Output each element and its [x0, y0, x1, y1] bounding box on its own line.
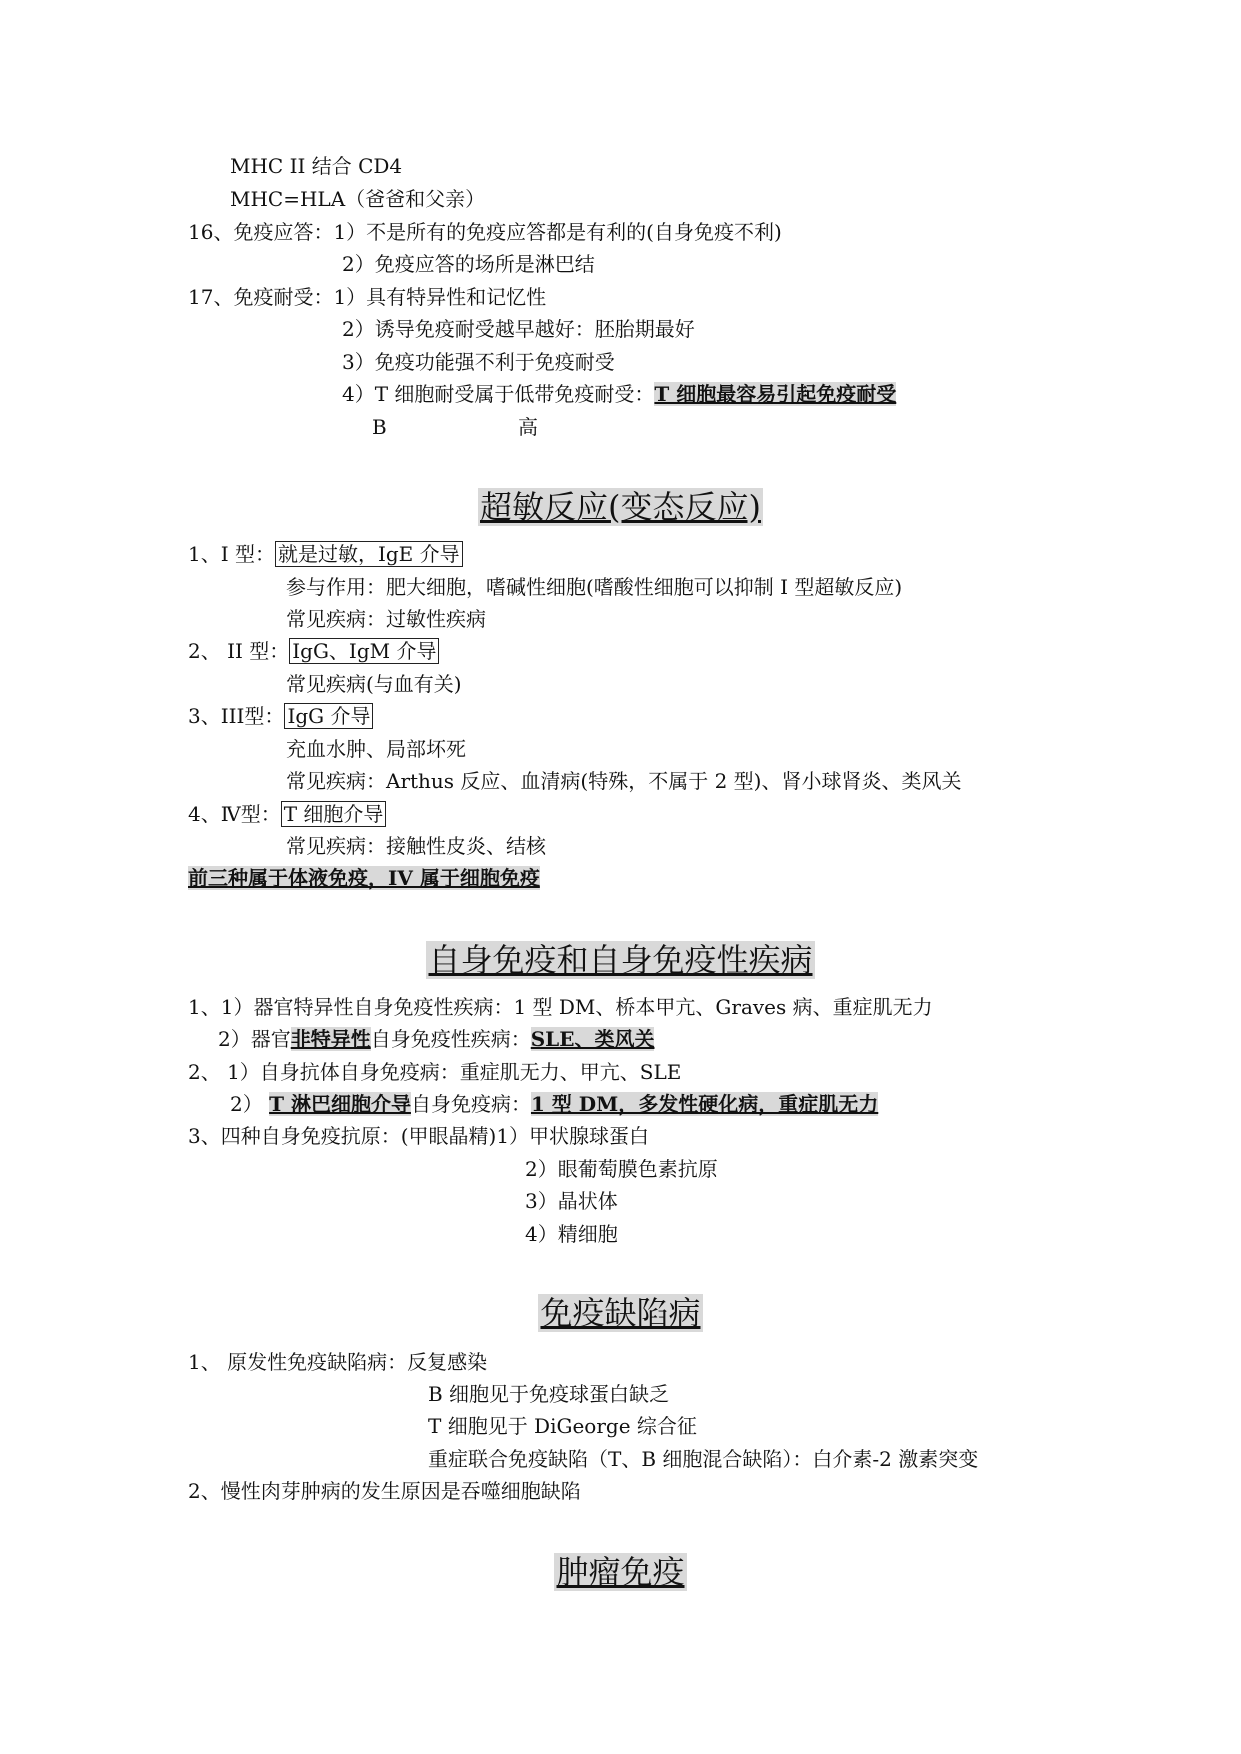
- immunodeficiency-line-4: 重症联合免疫缺陷（T、B 细胞混合缺陷）：白介素-2 激素突变: [428, 1447, 979, 1471]
- item16-label: 16、免疫应答：: [188, 220, 334, 244]
- type3-detail-a: 充血水肿、局部坏死: [286, 737, 466, 761]
- hypersensitivity-summary: 前三种属于体液免疫，IV 属于细胞免疫: [188, 866, 540, 890]
- type1-detail-b: 常见疾病：过敏性疾病: [286, 607, 486, 631]
- item16-point-2: 2）免疫应答的场所是淋巴结: [342, 252, 595, 276]
- section-heading-immunodeficiency: 免疫缺陷病: [540, 1294, 701, 1332]
- autoimmune-line-2: 2）器官非特异性自身免疫性疾病：SLE、类风关: [218, 1027, 655, 1051]
- item17-point-1: 1）具有特异性和记忆性: [333, 285, 547, 309]
- item16-line-1: [188, 218, 782, 246]
- type2-boxed: IgG、IgM 介导: [289, 638, 439, 664]
- section-heading-hypersensitivity: 超敏反应(变态反应): [480, 488, 761, 526]
- autoimmune-line-3: 2、 1）自身抗体自身免疫病：重症肌无力、甲亢、SLE: [188, 1060, 682, 1084]
- item17-b-high: 高: [518, 415, 538, 439]
- item17-label: 17、免疫耐受：: [188, 285, 334, 309]
- autoimmune-line-4-highlight: T 淋巴细胞介导: [269, 1092, 411, 1116]
- type1-boxed: 就是过敏，IgE 介导: [275, 541, 463, 567]
- type4-boxed: T 细胞介导: [281, 801, 387, 827]
- type4-detail-a: 常见疾病：接触性皮炎、结核: [286, 834, 546, 858]
- type2-detail-a: 常见疾病(与血有关): [286, 672, 462, 696]
- autoimmune-line-4-highlight-2: 1 型 DM，多发性硬化病，重症肌无力: [530, 1092, 879, 1116]
- type2-line: [188, 637, 439, 665]
- mhc-line-2: MHC=HLA（爸爸和父亲）: [230, 187, 486, 211]
- item17-point-4: [342, 380, 896, 408]
- autoimmune-line-4: 2） T 淋巴细胞介导自身免疫病：1 型 DM，多发性硬化病，重症肌无力: [230, 1092, 879, 1116]
- item16-point-1: 1）不是所有的免疫应答都是有利的(自身免疫不利): [333, 220, 782, 244]
- item17-point-4-text: 4）T 细胞耐受属于低带免疫耐受：: [342, 382, 655, 406]
- type3-boxed: IgG 介导: [284, 703, 373, 729]
- item17-point-3: 3）免疫功能强不利于免疫耐受: [342, 350, 615, 374]
- type1-detail-a: 参与作用：肥大细胞，嗜碱性细胞(嗜酸性细胞可以抑制 I 型超敏反应): [286, 575, 903, 599]
- autoimmune-line-6: 2）眼葡萄膜色素抗原: [525, 1157, 718, 1181]
- section-heading-autoimmunity: 自身免疫和自身免疫性疾病: [428, 941, 813, 979]
- type4-label: 4、Ⅳ型：: [188, 802, 281, 826]
- item17-point-2: 2）诱导免疫耐受越早越好：胚胎期最好: [342, 317, 695, 341]
- type1-line: [188, 540, 463, 568]
- item17-b-label: B: [372, 415, 387, 439]
- autoimmune-line-1: 1、1）器官特异性自身免疫性疾病：1 型 DM、桥本甲亢、Graves 病、重症肌无力: [188, 995, 933, 1019]
- item17-point-4-highlight: T 细胞最容易引起免疫耐受: [654, 382, 897, 406]
- autoimmune-line-8: 4）精细胞: [525, 1222, 618, 1246]
- type3-line: [188, 702, 373, 730]
- autoimmune-line-2-highlight: 非特异性: [290, 1027, 371, 1051]
- mhc-line-1: MHC II 结合 CD4: [230, 154, 403, 178]
- type3-label: 3、III型：: [188, 704, 285, 728]
- section-heading-tumor-immunity: 肿瘤免疫: [556, 1553, 685, 1591]
- type4-line: [188, 800, 386, 828]
- autoimmune-line-5: 3、四种自身免疫抗原：(甲眼晶精)1）甲状腺球蛋白: [188, 1124, 650, 1148]
- immunodeficiency-line-5: 2、慢性肉芽肿病的发生原因是吞噬细胞缺陷: [188, 1479, 581, 1503]
- item17-line-1: [188, 283, 546, 311]
- type1-label: 1、I 型：: [188, 542, 275, 566]
- autoimmune-line-2-highlight-2: SLE、类风关: [530, 1027, 655, 1051]
- immunodeficiency-line-1: 1、 原发性免疫缺陷病：反复感染: [188, 1350, 488, 1374]
- type3-detail-b: 常见疾病：Arthus 反应、血清病(特殊，不属于 2 型)、肾小球肾炎、类风关: [286, 769, 962, 793]
- type2-label: 2、 II 型：: [188, 639, 290, 663]
- autoimmune-line-7: 3）晶状体: [525, 1189, 618, 1213]
- immunodeficiency-line-3: T 细胞见于 DiGeorge 综合征: [428, 1414, 697, 1438]
- immunodeficiency-line-2: B 细胞见于免疫球蛋白缺乏: [428, 1382, 670, 1406]
